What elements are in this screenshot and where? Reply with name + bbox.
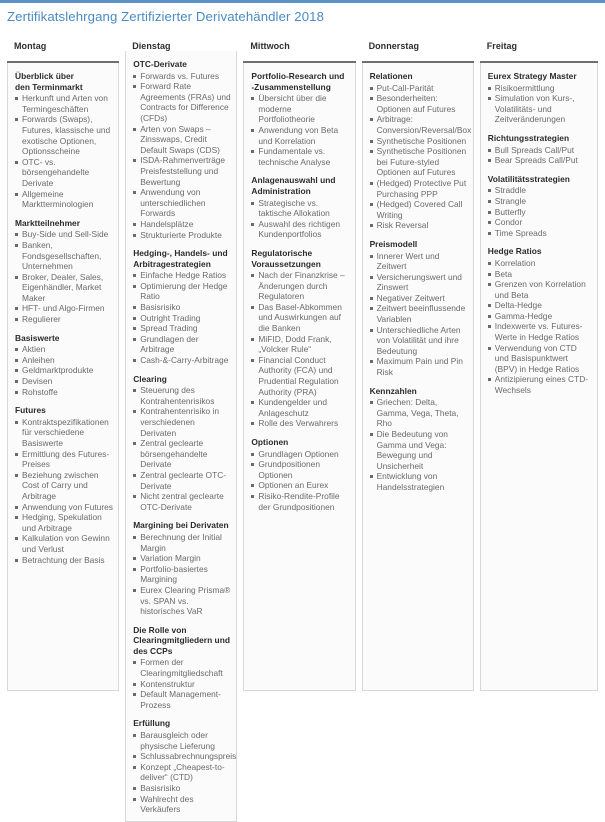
topic-section-title: Futures (15, 405, 46, 416)
topic-item: Zentral geclearte börsengehandelte Derivate (133, 438, 231, 470)
topic-item-list (251, 93, 349, 167)
topic-item: Default Management-Prozess (133, 689, 231, 710)
topic-item-list (488, 185, 592, 238)
topic-item-list (370, 251, 468, 378)
topic-item: Das Basel-Abkommen und Auswirkungen auf die Banken (251, 302, 349, 334)
day-content-panel (480, 63, 598, 691)
topic-section-title: Eurex Strategy Master (487, 71, 577, 81)
topic-item: Negativer Zeitwert (370, 293, 468, 304)
topic-item: ISDA-Rahmenverträge Preisfeststellung und Bewertung (133, 155, 231, 187)
topic-item-list (15, 229, 113, 324)
topic-item: Indexwerte vs. Futures-Werte in Hedge Ratios (488, 321, 592, 342)
topic-section-title: Clearing (133, 373, 167, 384)
topic-section (133, 718, 237, 815)
topic-item: Beziehung zwischen Cost of Carry und Arbitrage (15, 470, 113, 502)
topic-section-title: Die Rolle von Clearingmitgliedern und des CCPs (133, 624, 230, 656)
topic-item: Antizipierung eines CTD-Wechsels (488, 374, 592, 395)
day-column-mittwoch (243, 40, 361, 691)
topic-item: Herkunft und Arten von Termingeschäften (15, 93, 113, 114)
day-column-montag (7, 40, 125, 691)
topic-item: Handelsplätze (133, 219, 231, 230)
day-header-dienstag: Dienstag (132, 41, 171, 51)
topic-item-list (251, 449, 349, 513)
topic-item: Time Spreads (488, 228, 592, 239)
topic-item: Portfolio-basiertes Margining (133, 564, 231, 585)
topic-item: Kontrahentenrisiko in verschiedenen Derivaten (133, 406, 231, 438)
top-accent-rule (0, 0, 605, 3)
topic-item-list (370, 82, 472, 231)
topic-section (370, 386, 468, 493)
topic-section-title: Regulatorische Voraussetzungen (251, 247, 321, 269)
topic-item-list (15, 344, 113, 397)
topic-section (15, 71, 113, 210)
page-title: Zertifikatslehrgang Zertifizierter Derivatehändler 2018 (7, 9, 325, 24)
topic-item: Auswahl des richtigen Kundenportfolios (251, 219, 349, 240)
topic-item: Entwicklung von Handelsstrategien (370, 471, 468, 492)
topic-item: Unterschiedliche Arten von Volatilität und ihre Bedeutung (370, 325, 468, 357)
topic-item: Straddle (488, 185, 592, 196)
topic-item: Basisrisiko (133, 302, 231, 313)
topic-section (488, 246, 592, 395)
topic-section (488, 174, 592, 239)
day-content-panel (7, 63, 119, 691)
topic-item: Kundengelder und Anlageschutz (251, 397, 349, 418)
topic-section (488, 133, 592, 166)
topic-item: Synthetische Positionen (370, 136, 468, 147)
topic-item: Anwendung von Futures (15, 502, 113, 513)
topic-section (15, 218, 113, 325)
topic-item: Strategische vs. taktische Allokation (251, 198, 349, 219)
topic-item: Arten von Swaps – Zinsswaps, Credit Default Swaps (CDS) (133, 124, 231, 156)
topic-item: Variation Margin (133, 553, 231, 564)
topic-item: Beta (488, 269, 592, 280)
topic-item: Zentral geclearte OTC-Derivate (133, 470, 231, 491)
topic-section (133, 59, 231, 240)
day-header-mittwoch: Mittwoch (250, 41, 290, 51)
topic-item-list (133, 71, 231, 241)
weekday-columns-grid (7, 40, 598, 815)
topic-item: Buy-Side und Sell-Side (15, 229, 113, 240)
topic-item: Devisen (15, 376, 113, 387)
topic-item: Rohstoffe (15, 387, 113, 398)
topic-item-list (488, 258, 592, 396)
topic-item: Outright Trading (133, 313, 231, 324)
topic-item-list (15, 93, 113, 210)
topic-item-list (488, 145, 592, 166)
topic-section-title: Hedge Ratios (487, 246, 542, 257)
topic-item: Condor (488, 217, 592, 228)
topic-item: Geldmarktprodukte (15, 365, 113, 376)
day-column-dienstag (125, 40, 243, 815)
topic-item: Hedging, Spekulation und Arbitrage (15, 512, 113, 533)
topic-section-title: Preismodell (369, 238, 418, 249)
topic-section-title: Relationen (369, 71, 413, 81)
topic-item: Eurex Clearing Prisma® vs. SPAN vs. historisches VaR (133, 585, 231, 617)
topic-item: Allgemeine Marktterminologien (15, 189, 113, 210)
day-header-freitag: Freitag (486, 41, 518, 51)
topic-item-list (133, 385, 231, 512)
topic-item: Kontraktspezifikationen für verschiedene Basiswerte (15, 417, 113, 449)
topic-item: Spread Trading (133, 323, 231, 334)
topic-item: Anwendung von unterschiedlichen Forwards (133, 187, 231, 219)
topic-item: Barausgleich oder physische Lieferung (133, 730, 231, 751)
topic-item: Korrelation (488, 258, 592, 269)
topic-section-title: Optionen (251, 437, 289, 447)
topic-section (251, 248, 349, 429)
topic-item: Formen der Clearingmitgliedschaft (133, 657, 231, 678)
topic-item-list (133, 270, 231, 365)
topic-item-list (15, 417, 113, 565)
topic-section-title: Marktteilnehmer (15, 217, 80, 228)
topic-item: Grundpositionen Optionen (251, 459, 349, 480)
topic-item: Regulierer (15, 314, 113, 325)
topic-item: Broker, Dealer, Sales, Eigenhändler, Market Maker (15, 272, 113, 304)
day-content-panel (362, 63, 474, 691)
topic-section (133, 625, 231, 711)
topic-section (251, 437, 349, 512)
topic-item: Anwendung von Beta und Korrelation (251, 125, 349, 146)
topic-item: Strangle (488, 196, 592, 207)
topic-item-list (133, 532, 231, 617)
topic-section-title: Margining bei Derivaten (133, 520, 229, 531)
day-content-panel (125, 51, 237, 822)
topic-item: Ermittlung des Futures-Preises (15, 449, 113, 470)
topic-item: Butterfly (488, 207, 592, 218)
topic-section-title: Kennzahlen (369, 385, 417, 396)
topic-item: Wahlrecht des Verkäufers (133, 794, 231, 815)
topic-section (15, 405, 113, 565)
topic-section-title: Hedging-, Handels- und Arbitragestrategien (133, 248, 228, 269)
topic-item: Versicherungswert und Zinswert (370, 272, 468, 293)
topic-item: Kontenstruktur (133, 679, 231, 690)
topic-item: Grundlagen Optionen (251, 449, 349, 460)
topic-item: Basisrisiko (133, 783, 231, 794)
topic-item: Delta-Hedge (488, 300, 592, 311)
topic-item: Forwards (Swaps), Futures, klassische und exotische Optionen, Optionsscheine (15, 114, 113, 156)
topic-section-title: Überblick über den Terminmarkt (15, 71, 83, 92)
topic-item: Optionen an Eurex (251, 480, 349, 491)
topic-item: Zeitwert beeinflussende Variablen (370, 303, 468, 324)
topic-item: Arbitrage: Conversion/Reversal/Box (370, 114, 468, 135)
topic-item: Banken, Fondsgesellschaften, Unternehmen (15, 240, 113, 272)
topic-section (370, 239, 468, 378)
topic-item: HFT- und Algo-Firmen (15, 303, 113, 314)
topic-section-title: Richtungsstrategien (487, 132, 570, 143)
topic-section (15, 333, 113, 398)
topic-item: Betrachtung der Basis (15, 555, 113, 566)
topic-item: Grundlagen der Arbitrage (133, 334, 231, 355)
topic-item: Risiko-Rendite-Profile der Grundpositionen (251, 491, 349, 512)
topic-item: Financial Conduct Authority (FCA) und Prudential Regulation Authority (PRA) (251, 355, 349, 397)
topic-section (251, 71, 349, 167)
day-header-montag: Montag (14, 41, 47, 51)
topic-item: Forwards vs. Futures (133, 71, 231, 82)
topic-item: Übersicht über die moderne Portfoliotheorie (251, 93, 349, 125)
topic-item: Steuerung des Kontrahentenrisikos (133, 385, 231, 406)
topic-item: Einfache Hedge Ratios (133, 270, 231, 281)
topic-item: Konzept „Cheapest-to-deliver“ (CTD) (133, 762, 231, 783)
topic-section-title: Anlagenauswahl und Administration (251, 175, 336, 196)
topic-section (369, 71, 472, 231)
topic-item: Kalkulation von Gewinn und Verlust (15, 533, 113, 554)
topic-item: Risikoermittlung (488, 83, 592, 94)
topic-section (133, 248, 231, 366)
topic-item: Besonderheiten: Optionen auf Futures (370, 93, 468, 114)
topic-item: Synthetische Positionen bei Future-styled Optionen auf Futures (370, 146, 468, 178)
topic-section (251, 175, 349, 240)
topic-item-list (133, 657, 231, 710)
topic-section (133, 374, 231, 513)
topic-item: Aktien (15, 344, 113, 355)
topic-item-list (488, 83, 592, 125)
topic-section-title: Volatilitätsstrategien (487, 173, 570, 184)
topic-section-title: OTC-Derivate (133, 59, 187, 69)
topic-item-list (133, 730, 237, 815)
topic-item: Simulation von Kurs-, Volatilitäts- und Zeitveränderungen (488, 93, 592, 125)
topic-section (133, 520, 231, 616)
topic-section-title: Erfüllung (133, 718, 171, 729)
day-column-donnerstag (362, 40, 480, 691)
topic-section-title: Portfolio-Research und -Zusammenstellung (251, 71, 345, 92)
topic-section (488, 71, 592, 125)
topic-item: Griechen: Delta, Gamma, Vega, Theta, Rho (370, 397, 468, 429)
topic-item: (Hedged) Covered Call Writing (370, 199, 468, 220)
topic-section-title: Basiswerte (15, 332, 60, 343)
topic-item-list (251, 270, 349, 429)
topic-item: Bear Spreads Call/Put (488, 155, 592, 166)
topic-item: Nicht zentral geclearte OTC-Derivate (133, 491, 231, 512)
topic-item: Risk Reversal (370, 220, 468, 231)
topic-item: Berechnung der Initial Margin (133, 532, 231, 553)
topic-item-list (251, 198, 349, 240)
topic-item: Innerer Wert und Zeitwert (370, 251, 468, 272)
topic-item: Cash-&-Carry-Arbitrage (133, 355, 231, 366)
day-column-freitag (480, 40, 598, 691)
topic-item: Forward Rate Agreements (FRAs) und Contracts for Difference (CFDs) (133, 81, 231, 123)
topic-item: Gamma-Hedge (488, 311, 592, 322)
topic-item: (Hedged) Protective Put Purchasing PPP (370, 178, 468, 199)
topic-item: MiFID, Dodd Frank, „Volcker Rule“ (251, 334, 349, 355)
topic-item: Nach der Finanzkrise – Änderungen durch Regulatoren (251, 270, 349, 302)
topic-item: Die Bedeutung von Gamma und Vega: Bewegung und Unsicherheit (370, 429, 468, 471)
topic-item: Maximum Pain und Pin Risk (370, 356, 468, 377)
topic-item: Put-Call-Parität (370, 83, 468, 94)
topic-item: Verwendung von CTD und Basispunktwert (BPV) in Hedge Ratios (488, 343, 592, 375)
topic-item: Grenzen von Korrelation und Beta (488, 279, 592, 300)
topic-item: Strukturierte Produkte (133, 230, 231, 241)
topic-item: Rolle des Verwahrers (251, 418, 349, 429)
topic-item: Bull Spreads Call/Put (488, 145, 592, 156)
day-header-donnerstag: Donnerstag (368, 41, 420, 51)
topic-item: Schlussabrechnungspreis (133, 751, 231, 762)
topic-item: OTC- vs. börsengehandelte Derivate (15, 157, 113, 189)
topic-item: Optimierung der Hedge Ratio (133, 281, 231, 302)
topic-item: Anleihen (15, 355, 113, 366)
day-content-panel (243, 63, 355, 691)
topic-item: Fundamentale vs. technische Analyse (251, 146, 349, 167)
topic-item-list (370, 397, 468, 492)
